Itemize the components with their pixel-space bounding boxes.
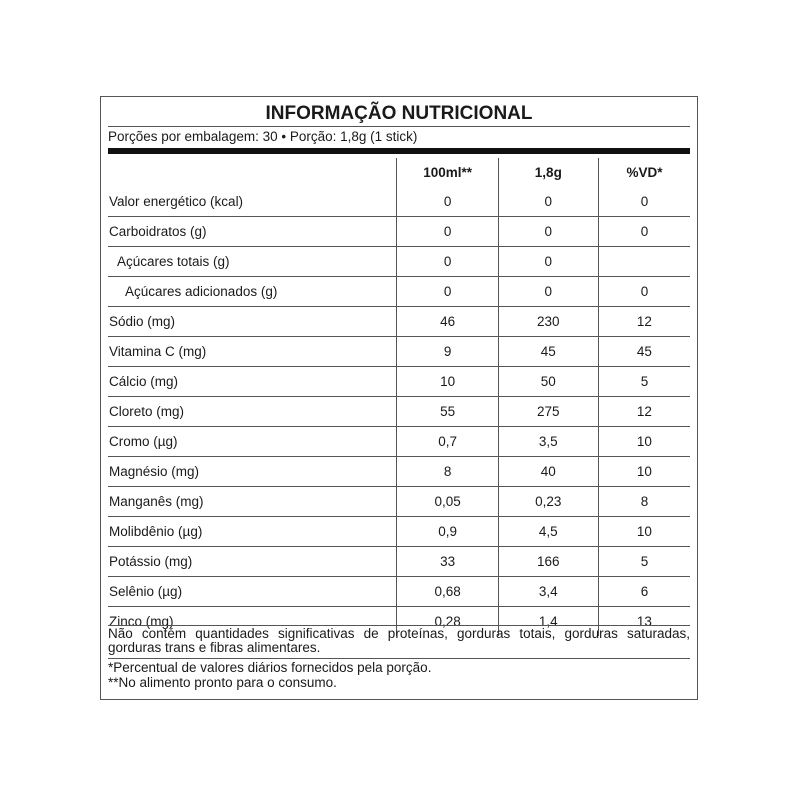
value-100ml: 0,05 [397, 487, 498, 517]
value-vd: 13 [598, 607, 690, 637]
value-100ml: 0,28 [397, 607, 498, 637]
value-portion: 230 [498, 307, 598, 337]
value-portion: 0 [498, 277, 598, 307]
value-100ml: 33 [397, 547, 498, 577]
nutrient-name: Selênio (µg) [109, 584, 183, 599]
value-portion: 4,5 [498, 517, 598, 547]
value-100ml: 0 [397, 217, 498, 247]
table-row [108, 397, 690, 427]
value-portion: 3,4 [498, 577, 598, 607]
header-100ml: 100ml** [397, 158, 498, 187]
nutrition-facts-label [100, 96, 698, 700]
value-vd: 5 [598, 547, 690, 577]
value-vd: 6 [598, 577, 690, 607]
table-row [108, 277, 690, 307]
value-100ml: 46 [397, 307, 498, 337]
nutrient-name: Zinco (mg) [109, 614, 174, 629]
value-portion: 166 [498, 547, 598, 577]
value-100ml: 8 [397, 457, 498, 487]
table-row [108, 457, 690, 487]
thick-divider [108, 148, 690, 154]
value-100ml: 0 [397, 277, 498, 307]
table-row [108, 217, 690, 247]
table-row [108, 187, 690, 217]
servings-info: Porções por embalagem: 30 • Porção: 1,8g (1 stick) [108, 129, 418, 144]
nutrient-name: Cromo (µg) [109, 434, 178, 449]
value-vd: 10 [598, 457, 690, 487]
footnote-vd: *Percentual de valores diários fornecidos pela porção. [108, 660, 432, 675]
table-row [108, 487, 690, 517]
note-not-significant: Não contém quantidades significativas de proteínas, gorduras totais, gorduras saturadas, gorduras trans e fibras alimentares. [108, 626, 690, 655]
table-row [108, 577, 690, 607]
nutrient-name: Manganês (mg) [109, 494, 204, 509]
value-portion: 0 [498, 187, 598, 217]
header-nutrient [108, 158, 397, 187]
value-portion: 1,4 [498, 607, 598, 637]
value-portion: 0 [498, 247, 598, 277]
value-100ml: 0,9 [397, 517, 498, 547]
table-row [108, 427, 690, 457]
header-portion: 1,8g [498, 158, 598, 187]
footnotes [108, 660, 690, 690]
nutrient-name: Sódio (mg) [109, 314, 176, 329]
value-portion: 50 [498, 367, 598, 397]
value-vd: 45 [598, 337, 690, 367]
value-100ml: 0 [397, 187, 498, 217]
value-vd: 12 [598, 397, 690, 427]
table-row [108, 547, 690, 577]
table-row [108, 517, 690, 547]
nutrient-name: Açúcares totais (g) [117, 254, 230, 269]
value-portion: 3,5 [498, 427, 598, 457]
value-vd: 0 [598, 277, 690, 307]
nutrition-table [108, 158, 690, 636]
value-100ml: 10 [397, 367, 498, 397]
value-vd: 12 [598, 307, 690, 337]
value-portion: 0 [498, 217, 598, 247]
nutrient-name: Molibdênio (µg) [109, 524, 203, 539]
value-100ml: 9 [397, 337, 498, 367]
title-divider [108, 126, 690, 127]
nutrient-name: Magnésio (mg) [109, 464, 200, 479]
header-vd: %VD* [598, 158, 690, 187]
value-portion: 40 [498, 457, 598, 487]
nutrient-name: Açúcares adicionados (g) [125, 284, 278, 299]
nutrient-name: Valor energético (kcal) [109, 194, 244, 209]
value-vd: 10 [598, 517, 690, 547]
nutrient-name: Vitamina C (mg) [109, 344, 207, 359]
footnote-ready: **No alimento pronto para o consumo. [108, 675, 337, 690]
footnotes-divider [108, 658, 690, 659]
label-title: INFORMAÇÃO NUTRICIONAL [265, 103, 533, 124]
nutrient-name: Potássio (mg) [109, 554, 193, 569]
value-portion: 275 [498, 397, 598, 427]
value-vd: 0 [598, 187, 690, 217]
value-100ml: 0 [397, 247, 498, 277]
value-portion: 0,23 [498, 487, 598, 517]
value-vd [598, 247, 690, 277]
value-vd: 8 [598, 487, 690, 517]
table-row [108, 307, 690, 337]
nutrient-name: Carboidratos (g) [109, 224, 207, 239]
value-100ml: 55 [397, 397, 498, 427]
table-header-row [108, 158, 690, 187]
table-row [108, 337, 690, 367]
nutrient-name: Cálcio (mg) [109, 374, 179, 389]
table-row [108, 247, 690, 277]
table-row [108, 367, 690, 397]
value-100ml: 0,7 [397, 427, 498, 457]
nutrient-name: Cloreto (mg) [109, 404, 185, 419]
value-vd: 5 [598, 367, 690, 397]
value-100ml: 0,68 [397, 577, 498, 607]
value-vd: 10 [598, 427, 690, 457]
value-portion: 45 [498, 337, 598, 367]
value-vd: 0 [598, 217, 690, 247]
